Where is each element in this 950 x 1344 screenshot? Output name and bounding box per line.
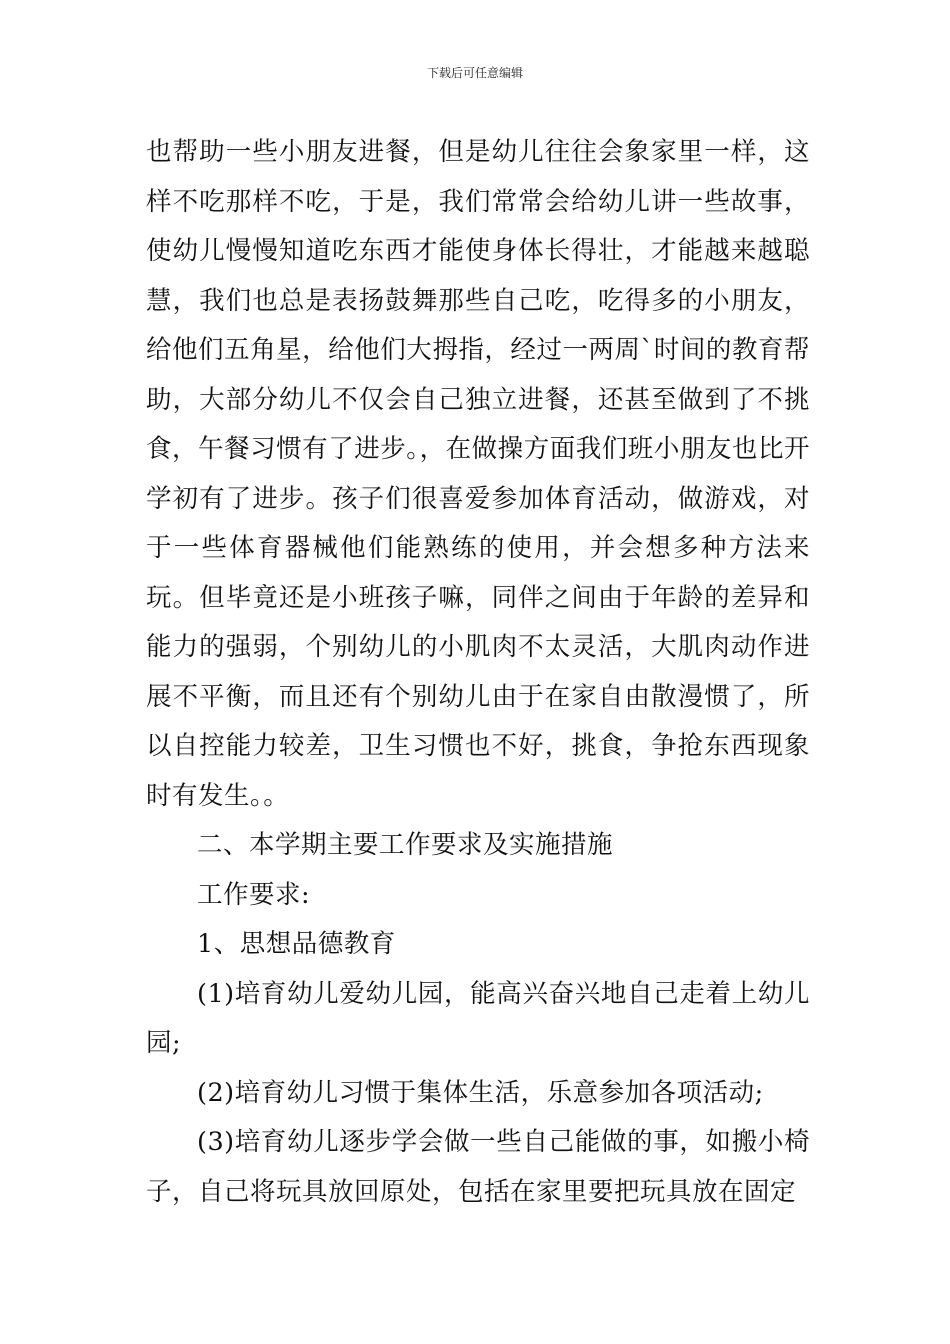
list-item-3: (3)培育幼儿逐步学会做一些自己能做的事，如搬小椅子，自己将玩具放回原处，包括在家里要把玩具放在固定 xyxy=(146,1127,810,1207)
document-body xyxy=(146,128,810,1217)
subheading-work-requirements: 工作要求: xyxy=(197,879,311,910)
section-heading: 二、本学期主要工作要求及实施措施 xyxy=(197,830,614,860)
paragraph-continuation: 也帮助一些小朋友进餐，但是幼儿往往会象家里一样，这样不吃那样不吃，于是，我们常常会给幼儿讲一些故事，使幼儿慢慢知道吃东西才能使身体长得壮，才能越来越聪慧，我们也总是表扬鼓舞那些自己吃，吃得多的小朋友，给他们五角星，给他们大拇指，经过一两周`时间的教育帮助，大部分幼儿不仅会自己独立进餐，还甚至做到了不挑食，午餐习惯有了进步。，在做操方面我们班小朋友也比开学初有了进步。孩子们很喜爱参加体育活动，做游戏，对于一些体育器械他们能熟练的使用，并会想多种方法来玩。但毕竟还是小班孩子嘛，同伴之间由于年龄的差异和能力的强弱，个别幼儿的小肌肉不太灵活，大肌肉动作进展不平衡，而且还有个别幼儿由于在家自由散漫惯了，所以自控能力较差，卫生习惯也不好，挑食，争抢东西现象时有发生。。 xyxy=(146,137,810,811)
list-item-1: (1)培育幼儿爱幼儿园，能高兴奋兴地自己走着上幼儿园; xyxy=(146,978,810,1058)
subheading-moral-education: 1、思想品德教育 xyxy=(197,929,396,959)
list-item-2: (2)培育幼儿习惯于集体生活，乐意参加各项活动; xyxy=(197,1077,764,1108)
page-header-note: 下载后可任意编辑 xyxy=(426,66,523,80)
